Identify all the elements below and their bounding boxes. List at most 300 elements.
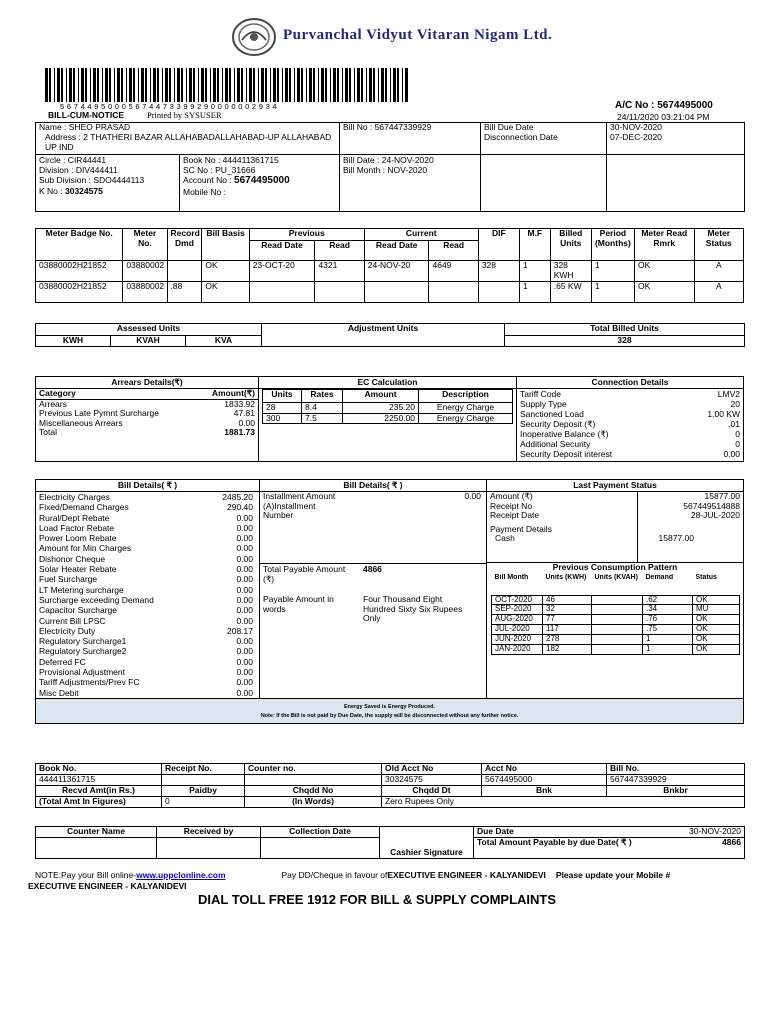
connection-value: 0	[735, 439, 740, 450]
ec-cell: Energy Charge	[419, 413, 513, 424]
receipt-header: Bill No.	[607, 764, 745, 775]
receipt-header2: Bnk	[482, 786, 607, 797]
bill-detail-label: Electricity Duty	[39, 625, 96, 636]
receipt-header: Counter no.	[245, 764, 382, 775]
connection-value: 1.00 KW	[707, 409, 740, 420]
barcode-number: 5 6 7 4 4 9 5 0 0 0 5 6 7 4 4 7 3 3 9 9 2 9 0 0 0 0 0 0 2 9 3 4	[60, 102, 277, 111]
barcode-bar	[193, 68, 195, 102]
consumption-header: Units (KVAH)	[594, 574, 638, 581]
bill-detail-label: Amount for Min Charges	[39, 543, 132, 554]
barcode-bar	[73, 68, 75, 102]
barcode-bar	[129, 68, 132, 102]
bill-detail-value: 208.17	[227, 625, 253, 636]
bill-detail-row	[39, 554, 253, 564]
disconnect-note: Note: If the Bill is not paid by Due Date, the supply will be disconnected without any further notice.	[260, 713, 519, 720]
meter-header-current: Current	[364, 229, 478, 241]
receipt-header: Receipt No.	[162, 764, 245, 775]
ec-header: Rates	[302, 390, 343, 403]
barcode-bar	[354, 68, 355, 102]
arrears-value: 47.81	[233, 408, 255, 419]
energy-saved-note: Energy Saved is Energy Produced.	[343, 704, 436, 710]
meter-cell: 03880002	[123, 282, 167, 303]
bill-detail-value: 0.00	[236, 615, 253, 626]
barcode-bar	[93, 68, 96, 102]
receipt-value: 30324575	[382, 775, 482, 786]
total-figures: 0	[162, 797, 245, 808]
consumption-cell: SEP-2020	[492, 605, 543, 615]
last-payment-label: Receipt Date	[490, 510, 540, 521]
bill-detail-value: 0.00	[236, 594, 253, 605]
favour-prefix: Pay DD/Cheque in favour of	[281, 870, 388, 880]
consumption-header: Demand	[645, 574, 674, 581]
receipt-header2: Chqdd No	[245, 786, 382, 797]
barcode-bar	[349, 68, 351, 102]
connection-label: Inoperative Balance (₹)	[520, 429, 609, 440]
arrears-label: Arrears	[39, 398, 67, 409]
meter-header-mf: M.F	[519, 229, 550, 261]
cash-label: Cash	[495, 533, 515, 544]
arrears-title: Arrears Details(₹)	[111, 377, 183, 387]
note-prefix: NOTE:Pay your Bill online-	[35, 870, 137, 880]
bill-detail-label: Regulatory Surcharge1	[39, 636, 127, 647]
meter-sub-cur-date: Read Date	[364, 241, 429, 261]
mobile-no: Mobile No :	[183, 187, 226, 198]
meter-cell	[364, 282, 429, 303]
barcode-bar	[373, 68, 375, 102]
receipt-value: 444411361715	[36, 775, 162, 786]
barcode-bar	[397, 68, 399, 102]
barcode-bar	[153, 68, 156, 102]
barcode-bar	[333, 68, 336, 102]
bill-detail-row	[39, 523, 253, 533]
notes-band	[36, 698, 743, 723]
print-datetime: 24/11/2020 03:21:04 PM	[617, 112, 710, 122]
arrears-value: 0.00	[238, 417, 255, 428]
barcode-bar	[301, 68, 303, 102]
total-due: 4866	[722, 837, 741, 847]
meter-cell	[167, 261, 202, 282]
barcode-bar	[57, 68, 60, 102]
bill-detail-row	[39, 564, 253, 574]
sub-division: Sub Division : SDO4444113	[39, 175, 145, 186]
barcode-bar	[222, 68, 223, 102]
counter-header: Collection Date	[261, 827, 380, 838]
meter-cell	[478, 282, 519, 303]
bill-detail-value: 0.00	[236, 533, 253, 544]
barcode-bar	[361, 68, 363, 102]
meter-sub-prev-date: Read Date	[249, 241, 315, 261]
kva-label: KVA	[186, 336, 262, 347]
barcode-bar	[45, 68, 48, 102]
ec-cell: 300	[263, 413, 302, 424]
in-words: Zero Rupees Only	[382, 797, 745, 808]
last-payment-value: 28-JUL-2020	[690, 510, 740, 521]
meter-cell: 23-OCT-20	[249, 261, 315, 282]
arrears-category-label: Category	[39, 388, 76, 398]
ac-no: A/C No : 5674495000	[615, 100, 713, 111]
consumption-cell: OK	[693, 595, 740, 605]
consumption-cell: AUG-2020	[492, 615, 543, 625]
barcode-bar	[330, 68, 331, 102]
last-payment-label: Receipt No	[490, 500, 533, 511]
header	[0, 0, 768, 120]
barcode	[45, 68, 408, 102]
bill-detail-label: Fixed/Demand Charges	[39, 502, 129, 513]
arrears-total: 1881.73	[224, 427, 255, 438]
last-payment-label: Amount (₹)	[490, 491, 533, 501]
meter-row	[36, 282, 744, 303]
receipt-value	[162, 775, 245, 786]
connection-row	[520, 429, 740, 439]
barcode-bar	[97, 68, 99, 102]
receipt-table	[35, 763, 745, 808]
ec-cell: 235.20	[343, 403, 419, 414]
receipt-value: 5674495000	[482, 775, 607, 786]
meter-cell: A	[694, 282, 743, 303]
barcode-bar	[109, 68, 111, 102]
disconnection-label: Disconnection Date	[484, 131, 558, 142]
mobile-note: Please update your Mobile #	[555, 870, 671, 880]
arrears-section	[35, 376, 744, 462]
favour-name: EXECUTIVE ENGINEER - KALYANIDEVI	[387, 870, 546, 880]
barcode-bar	[306, 68, 307, 102]
consumption-cell: 117	[543, 625, 592, 635]
connection-value: 20	[730, 399, 740, 410]
consumption-cell: 32	[543, 605, 592, 615]
barcode-bar	[405, 68, 408, 102]
ec-table	[262, 389, 513, 424]
meter-header-no: Meter No.	[123, 229, 167, 261]
meter-cell: 03880002H21852	[36, 282, 123, 303]
meter-cell: 24-NOV-20	[364, 261, 429, 282]
barcode-bar	[177, 68, 180, 102]
bill-detail-row	[39, 574, 253, 584]
ec-cell: 28	[263, 403, 302, 414]
bill-detail-label: Load Factor Rebate	[39, 522, 115, 533]
connection-label: Supply Type	[520, 399, 567, 410]
consumption-cell: .62	[643, 595, 693, 605]
bill-detail-label: LT Metering surcharge	[39, 584, 124, 595]
meter-table	[35, 228, 744, 303]
consumption-cell: 182	[543, 645, 592, 655]
bill-details-section	[35, 479, 744, 724]
due-date: 30-NOV-2020	[610, 122, 662, 132]
bill-detail-label: Fuel Surcharge	[39, 574, 98, 585]
ec-header: Amount	[343, 390, 419, 403]
kwh-label: KWH	[36, 336, 111, 347]
meter-header-billed: Billed Units	[550, 229, 591, 261]
barcode-bar	[342, 68, 343, 102]
consumption-cell	[592, 595, 643, 605]
meter-cell: 328	[478, 261, 519, 282]
bill-details-list	[39, 492, 253, 719]
consumer-info-table	[35, 122, 745, 212]
bill-detail-row	[39, 626, 253, 636]
disconnection-date: 07-DEC-2020	[610, 131, 662, 142]
bill-detail-value: 0.00	[236, 522, 253, 533]
toll-free-banner: DIAL TOLL FREE 1912 FOR BILL & SUPPLY COMPLAINTS	[198, 892, 557, 907]
meter-header-badge: Meter Badge No.	[36, 229, 123, 261]
bill-detail-label: Solar Heater Rebate	[39, 564, 117, 575]
circle: Circle : CIR44441	[39, 155, 107, 165]
barcode-bar	[337, 68, 339, 102]
barcode-bar	[313, 68, 315, 102]
barcode-bar	[198, 68, 199, 102]
meter-row	[36, 261, 744, 282]
ec-row	[263, 403, 513, 414]
meter-cell: 328 KWH	[550, 261, 591, 282]
barcode-bar	[138, 68, 139, 102]
bill-detail-row	[39, 585, 253, 595]
consumption-row	[492, 615, 740, 625]
meter-cell	[315, 282, 364, 303]
meter-header-period: Period (Months)	[591, 229, 634, 261]
bill-detail-row	[39, 667, 253, 677]
barcode-bar	[321, 68, 324, 102]
bill-detail-row	[39, 688, 253, 698]
consumption-cell: 77	[543, 615, 592, 625]
arrears-value: 1833.92	[224, 398, 255, 409]
consumption-cell	[592, 635, 643, 645]
barcode-bar	[162, 68, 163, 102]
bill-detail-row	[39, 605, 253, 615]
meter-cell: 03880002	[123, 261, 167, 282]
cashier-signature: Cashier Signature	[380, 827, 474, 859]
sc-no: SC No : PU_31666	[183, 165, 256, 176]
arrears-label: Total	[39, 427, 57, 438]
bill-detail-label: Current Bill LPSC	[39, 615, 106, 626]
receipt-header: Book No.	[36, 764, 162, 775]
bill-detail-label: Dishonor Cheque	[39, 553, 106, 564]
barcode-bar	[270, 68, 271, 102]
last-payment-value: 567449514888	[683, 500, 740, 511]
connection-label: Sanctioned Load	[520, 409, 584, 420]
barcode-bar	[297, 68, 300, 102]
bill-detail-value: 0.00	[236, 564, 253, 575]
receipt-header: Acct No	[482, 764, 607, 775]
consumption-cell: JAN-2020	[492, 645, 543, 655]
bill-detail-value: 0.00	[236, 605, 253, 616]
meter-cell: OK	[202, 282, 249, 303]
in-words-label: (In Words)	[245, 797, 382, 808]
receipt-header2: Paidby	[162, 786, 245, 797]
assessed-units-label: Assessed Units	[36, 324, 262, 336]
barcode-bar	[169, 68, 171, 102]
meter-header-rmrk: Meter Read Rmrk	[634, 229, 694, 261]
connection-row	[520, 399, 740, 409]
bill-detail-label: Power Loom Rebate	[39, 533, 117, 544]
connection-label: Additional Security	[520, 439, 591, 450]
barcode-bar	[357, 68, 360, 102]
meter-sub-cur-read: Read	[429, 241, 478, 261]
barcode-bar	[378, 68, 379, 102]
connection-label: Security Deposit interest	[520, 449, 613, 460]
consumption-cell: OK	[693, 645, 740, 655]
meter-cell	[249, 282, 315, 303]
bill-detail-value: 290.40	[227, 502, 253, 513]
bill-detail-row	[39, 543, 253, 553]
meter-header-basis: Bill Basis	[202, 229, 249, 261]
bill-date: Bill Date : 24-NOV-2020	[343, 155, 434, 165]
barcode-bar	[141, 68, 144, 102]
engineer-name: EXECUTIVE ENGINEER - KALYANIDEVI	[28, 880, 187, 891]
receipt-value	[245, 775, 382, 786]
bill-detail-row	[39, 513, 253, 523]
uppcl-link[interactable]: www.uppclonline.com	[136, 870, 226, 880]
words-label: Payable Amount in words	[263, 594, 334, 614]
total-due-label: Total Amount Payable by due Date( ₹ )	[477, 837, 632, 847]
bill-no: Bill No : 567447339929	[343, 122, 432, 132]
barcode-bar	[174, 68, 175, 102]
connection-value: 0.00	[723, 449, 740, 460]
bill-detail-row	[39, 533, 253, 543]
connection-row	[520, 419, 740, 429]
connection-details	[517, 389, 743, 459]
consumption-cell	[592, 605, 643, 615]
counter-due-date: 30-NOV-2020	[689, 826, 741, 836]
barcode-bar	[253, 68, 255, 102]
bill-detail-value: 0.00	[236, 543, 253, 554]
bill-details-title: Bill Details( ₹ )	[117, 480, 178, 490]
barcode-bar	[54, 68, 55, 102]
barcode-bar	[369, 68, 372, 102]
payment-details-label: Payment Details	[490, 523, 552, 534]
bill-detail-label: Surcharge exceeding Demand	[39, 594, 154, 605]
arrears-row	[36, 428, 258, 438]
meter-cell: 1	[519, 282, 550, 303]
adjustment-units-label: Adjustment Units	[262, 324, 505, 347]
barcode-bar	[385, 68, 387, 102]
meter-cell: OK	[202, 261, 249, 282]
meter-cell: A	[694, 261, 743, 282]
connection-value: 0	[735, 429, 740, 440]
bill-detail-row	[39, 636, 253, 646]
barcode-bar	[157, 68, 159, 102]
bill-detail-value: 2485.20	[222, 492, 253, 502]
barcode-bar	[246, 68, 247, 102]
installment-number-label: (A)Installment Number	[263, 500, 316, 521]
bill-detail-row	[39, 657, 253, 667]
ec-cell: 2250.00	[343, 413, 419, 424]
footer	[28, 870, 744, 891]
barcode-bar	[325, 68, 327, 102]
meter-cell	[429, 282, 478, 303]
meter-header-record: Record Dmd	[167, 229, 202, 261]
barcode-bar	[102, 68, 103, 102]
ec-cell: 7.5	[302, 413, 343, 424]
connection-row	[520, 389, 740, 399]
barcode-bar	[258, 68, 259, 102]
barcode-bar	[318, 68, 319, 102]
total-billed-units-label: Total Billed Units	[505, 324, 745, 336]
barcode-bar	[345, 68, 348, 102]
total-billed-units: 328	[505, 336, 745, 347]
bill-detail-value: 0.00	[236, 646, 253, 657]
meter-sub-prev-read: Read	[315, 241, 364, 261]
barcode-bar	[150, 68, 151, 102]
barcode-bar	[49, 68, 51, 102]
printed-by: Printed by SYSUSER	[147, 110, 222, 120]
barcode-bar	[114, 68, 115, 102]
bill-detail-value: 0.00	[236, 512, 253, 523]
connection-title: Connection Details	[591, 377, 669, 387]
barcode-bar	[117, 68, 120, 102]
barcode-bar	[277, 68, 279, 102]
connection-row	[520, 439, 740, 449]
barcode-bar	[282, 68, 283, 102]
arrears-amount-label: Amount(₹)	[211, 388, 255, 398]
counter-due-date-label: Due Date	[477, 826, 514, 836]
ec-title: EC Calculation	[357, 377, 418, 387]
bill-detail-label: Electricity Charges	[39, 492, 110, 502]
amount-in-words: Four Thousand Eight Hundred Sixty Six Rupees Only	[363, 594, 463, 624]
consumption-header: Status	[695, 574, 717, 581]
bill-detail-value: 0.00	[236, 687, 253, 698]
meter-cell: 1	[519, 261, 550, 282]
installment-value: 0.00	[464, 491, 481, 501]
consumption-title: Previous Consumption Pattern	[552, 562, 678, 572]
barcode-bar	[285, 68, 288, 102]
barcode-bar	[66, 68, 67, 102]
consumption-row	[492, 625, 740, 635]
account-no-label: Account No :	[183, 175, 235, 186]
receipt-header2: Bnkbr	[607, 786, 745, 797]
receipt-header2: Recvd Amt(in Rs.)	[36, 786, 162, 797]
consumption-cell: .75	[643, 625, 693, 635]
last-payment-value: 15877.00	[704, 491, 740, 501]
meter-cell: OK	[634, 261, 694, 282]
bill-detail-row	[39, 646, 253, 656]
bill-detail-row	[39, 677, 253, 687]
meter-cell: OK	[634, 282, 694, 303]
barcode-bar	[133, 68, 135, 102]
bill-detail-label: Deferred FC	[39, 656, 86, 667]
installment-block	[263, 492, 481, 521]
bill-detail-label: Misc Debit	[39, 687, 79, 698]
meter-cell: .88	[167, 282, 202, 303]
bill-detail-value: 0.00	[236, 677, 253, 688]
cash-value: 15877.00	[658, 533, 694, 544]
consumption-header: Units (KWH)	[545, 574, 587, 581]
connection-row	[520, 409, 740, 419]
bill-detail-label: Rural/Dept Rebate	[39, 512, 110, 523]
barcode-bar	[205, 68, 207, 102]
consumer-name: Name : SHEO PRASAD	[39, 122, 131, 132]
bill-detail-value: 0.00	[236, 656, 253, 667]
barcode-bar	[78, 68, 79, 102]
bill-detail-label: Provisional Adjustment	[39, 667, 125, 678]
ec-header: Units	[263, 390, 302, 403]
ec-cell: 8.4	[302, 403, 343, 414]
arrears-label: Miscellaneous Arrears	[39, 417, 123, 428]
consumption-header: Bill Month	[494, 574, 529, 581]
bill-detail-value: 0.00	[236, 667, 253, 678]
barcode-bar	[366, 68, 367, 102]
barcode-bar	[90, 68, 91, 102]
barcode-bar	[241, 68, 243, 102]
barcode-bar	[61, 68, 63, 102]
meter-cell: .65 KW	[550, 282, 591, 303]
barcode-bar	[234, 68, 235, 102]
barcode-bar	[289, 68, 291, 102]
barcode-bar	[217, 68, 219, 102]
counter-header: Counter Name	[36, 827, 157, 838]
arrears-label: Previous Late Pymnt Surcharge	[39, 408, 160, 419]
units-table	[35, 323, 745, 347]
bill-details2-title: Bill Details( ₹ )	[343, 480, 403, 490]
consumption-cell	[592, 615, 643, 625]
total-figures-label: (Total Amt In Figures)	[36, 797, 162, 808]
